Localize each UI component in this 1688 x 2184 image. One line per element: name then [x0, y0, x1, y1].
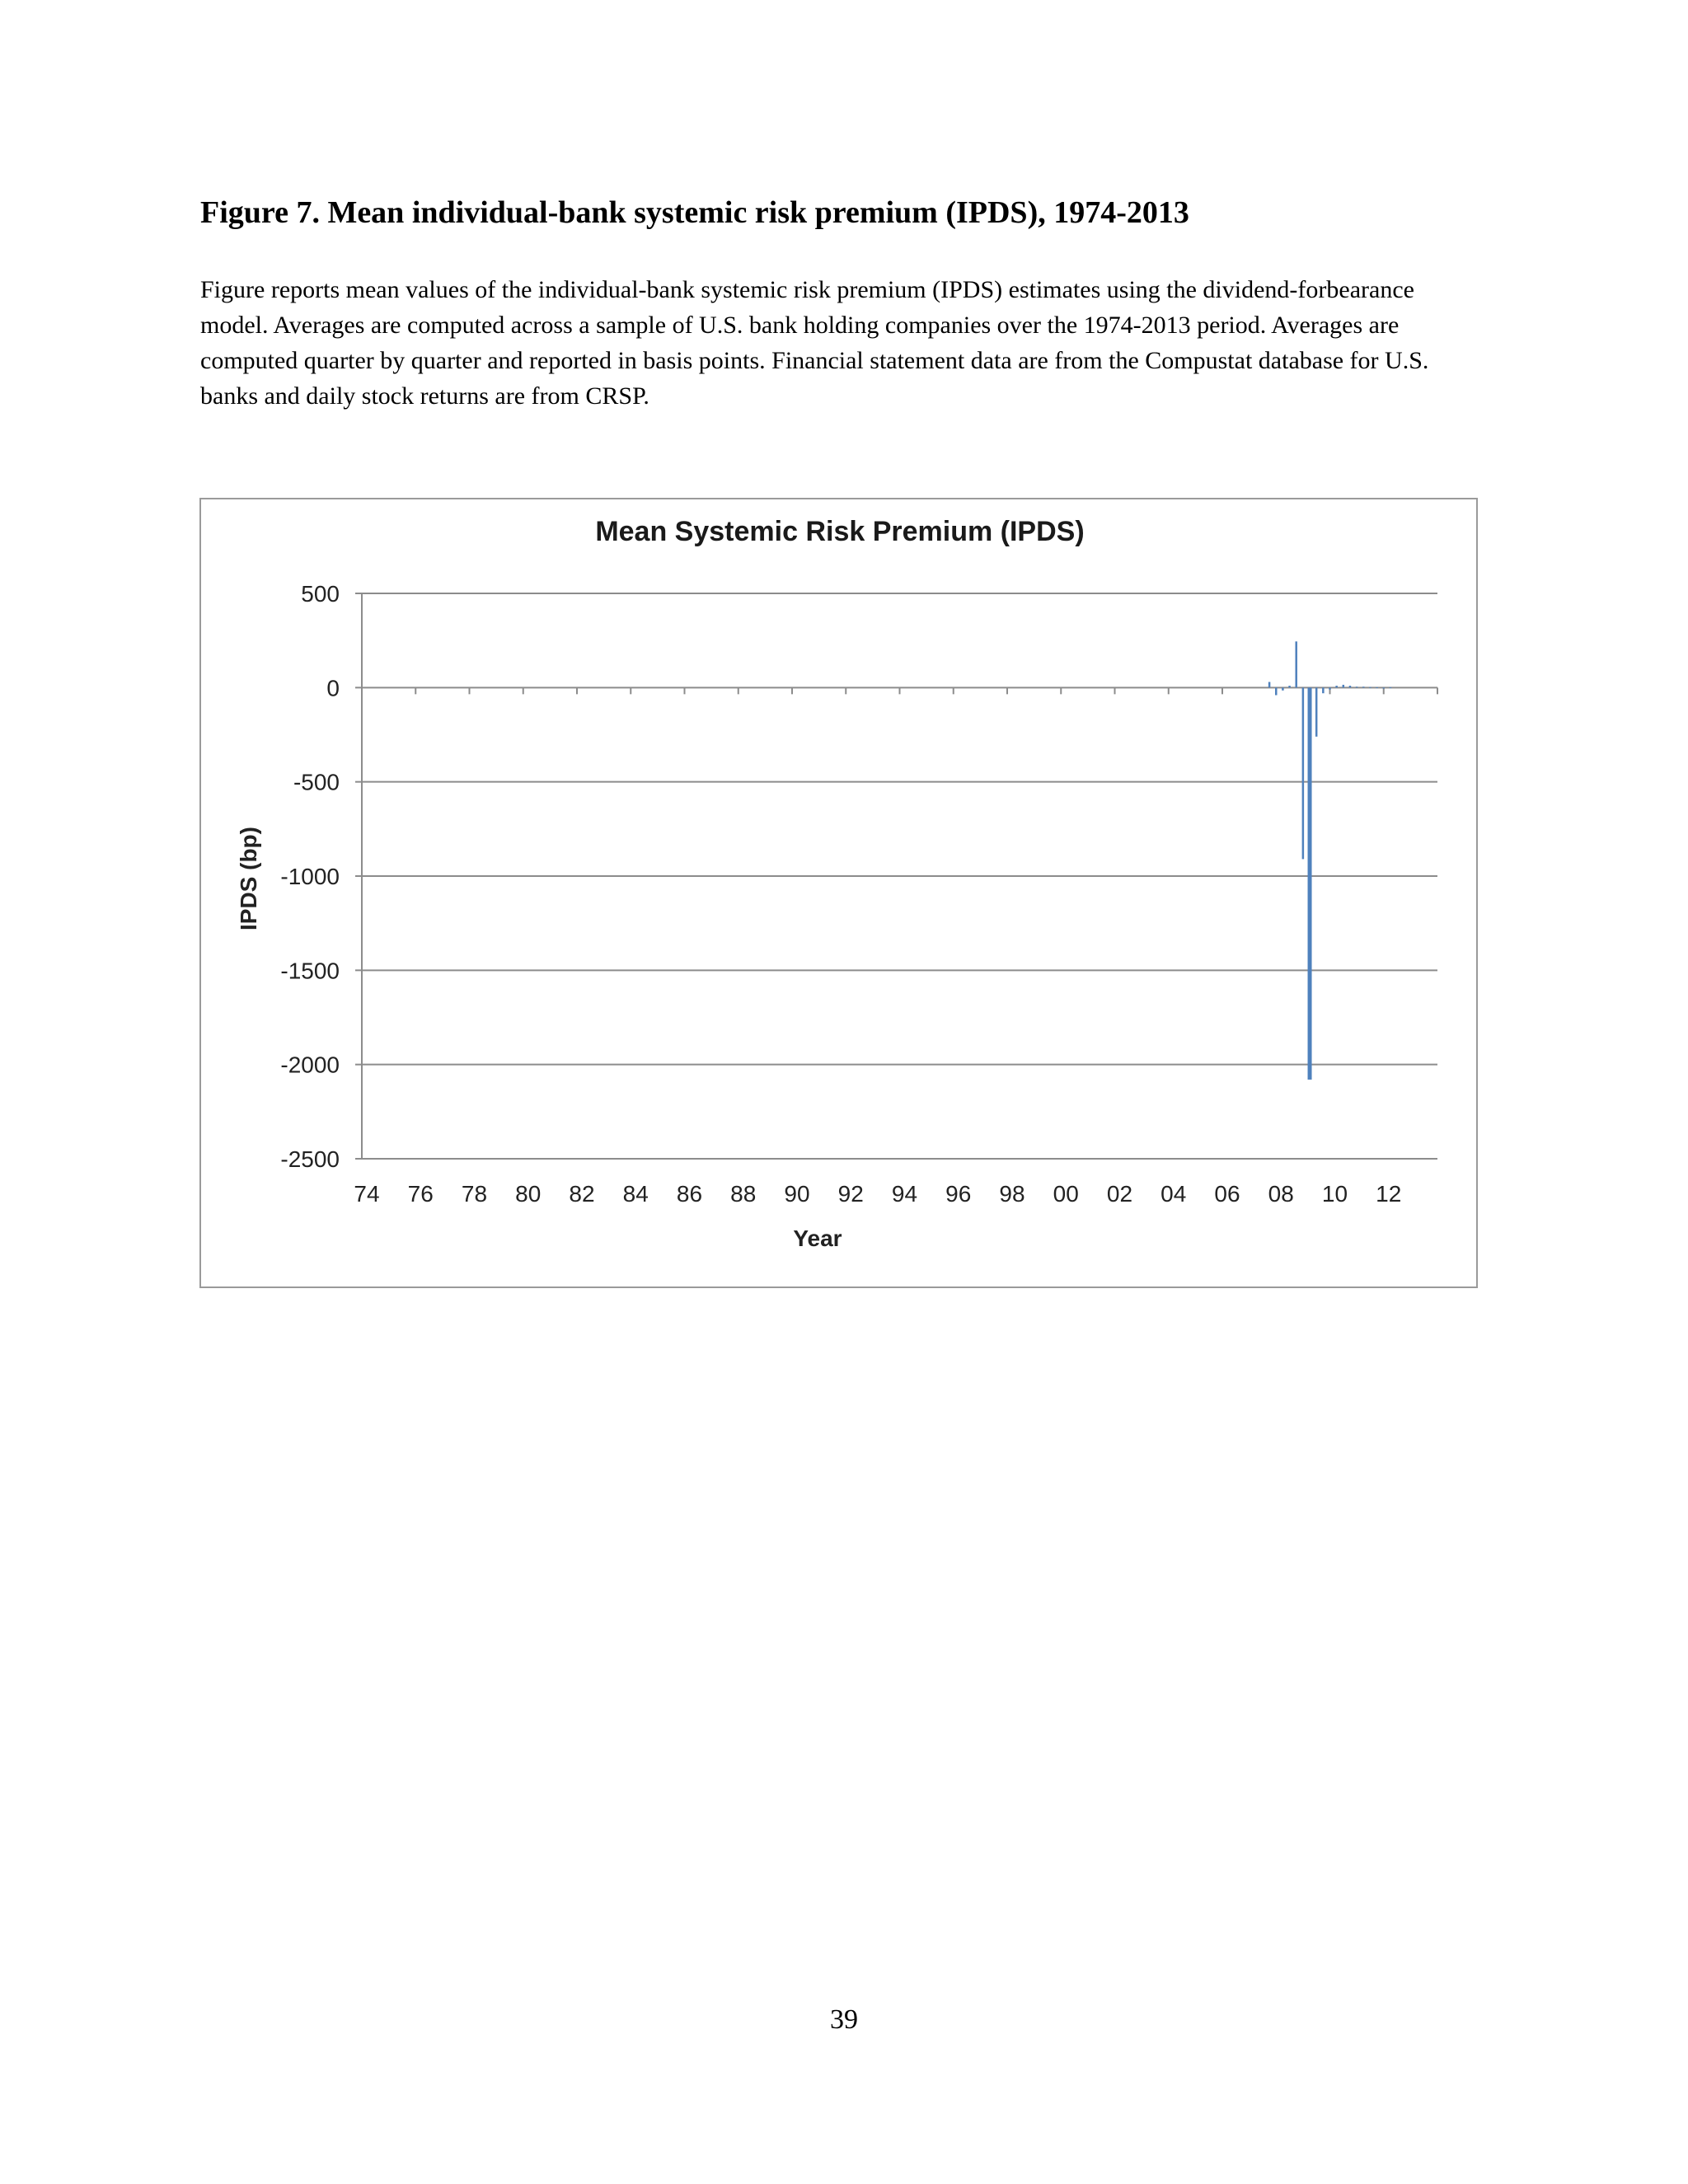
x-tick-label: 00: [1053, 1181, 1079, 1207]
ipds-chart: [201, 499, 1476, 1286]
x-tick-label: 90: [784, 1181, 810, 1207]
x-tick-label: 10: [1321, 1181, 1348, 1207]
bar: [1275, 687, 1278, 695]
bar: [1302, 687, 1305, 859]
figure-caption: Figure reports mean values of the individual-bank systemic risk premium (IPDS) estimates using the dividend-forbearance model. Averages are computed across a sample of U.S. bank holding companies over the 1974-2013 period. Averages are computed quarter by quarter and reported in basis points. Financial statement data are from the Compustat database for U.S. banks and daily stock returns are from CRSP.: [200, 276, 1429, 410]
chart-title: Mean Systemic Risk Premium (IPDS): [595, 516, 1085, 547]
x-tick-label: 76: [407, 1181, 434, 1207]
x-axis-label: Year: [793, 1226, 842, 1251]
y-tick-label: 500: [301, 581, 340, 607]
x-tick-label: 02: [1106, 1181, 1133, 1207]
bar-series: [1268, 641, 1391, 1080]
gridlines: [362, 593, 1437, 1159]
x-tick-label: 84: [622, 1181, 649, 1207]
page-number: 39: [830, 2004, 858, 2035]
x-tick-label: 74: [354, 1181, 380, 1207]
bar: [1349, 686, 1352, 687]
bar: [1295, 641, 1297, 687]
tick-labels: [280, 581, 1401, 1207]
x-tick-label: 80: [515, 1181, 542, 1207]
x-tick-label: 98: [999, 1181, 1025, 1207]
y-axis-label: IPDS (bp): [236, 827, 261, 930]
y-tick-label: -2000: [280, 1052, 340, 1078]
bar: [1369, 687, 1372, 688]
y-tick-label: -1500: [280, 958, 340, 984]
bar: [1376, 687, 1378, 688]
bar: [1390, 687, 1392, 688]
x-tick-label: 94: [891, 1181, 918, 1207]
bar: [1315, 687, 1318, 736]
bar: [1335, 686, 1338, 687]
chart-frame: [199, 498, 1478, 1288]
x-tick-label: 78: [461, 1181, 488, 1207]
bar: [1282, 687, 1284, 690]
bar: [1343, 685, 1345, 687]
x-tick-label: 12: [1376, 1181, 1402, 1207]
figure-title: Figure 7. Mean individual-bank systemic risk premium (IPDS), 1974-2013: [200, 195, 1189, 230]
bar: [1329, 687, 1331, 689]
y-tick-label: 0: [326, 675, 340, 701]
x-tick-label: 04: [1160, 1181, 1187, 1207]
x-tick-label: 92: [837, 1181, 864, 1207]
x-tick-label: 06: [1214, 1181, 1240, 1207]
x-tick-label: 86: [676, 1181, 703, 1207]
bar: [1383, 687, 1386, 688]
y-tick-label: -500: [293, 769, 340, 795]
y-tick-label: -2500: [280, 1146, 340, 1172]
x-tick-label: 96: [945, 1181, 972, 1207]
x-tick-label: 88: [730, 1181, 757, 1207]
bar: [1288, 686, 1291, 687]
y-tick-label: -1000: [280, 864, 340, 889]
bar: [1322, 687, 1325, 693]
bar: [1268, 682, 1271, 687]
bar: [1308, 687, 1312, 1080]
x-tick-label: 08: [1268, 1181, 1294, 1207]
x-tick-label: 82: [569, 1181, 595, 1207]
